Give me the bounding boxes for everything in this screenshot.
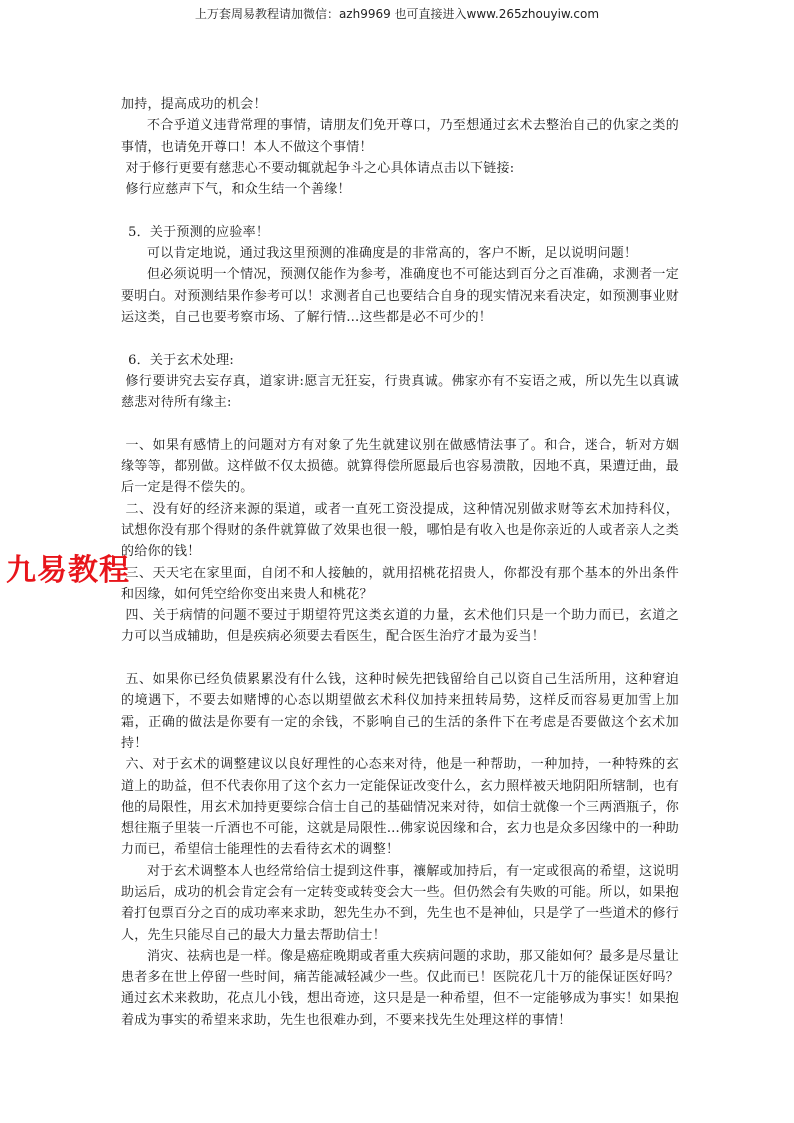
paragraph: 修行要讲究去妄存真，道家讲:愿言无狂妄，行贵真诚。佛家亦有不妄语之戒，所以先生以真诚慈悲对待所有缘主: bbox=[121, 373, 679, 411]
section-heading: 5．关于预测的应验率！ bbox=[128, 224, 270, 240]
paragraph: 消灾、祛病也是一样。像是癌症晚期或者重大疾病问题的求助，那又能如何？最多是尽量让患者多在世上停留一些时间，痛苦能减轻减少一些。仅此而已！医院花几十万的能保证医好吗？通过玄术来救助，花点儿小钱，想出奇迹，这只是是一种希望，但不一定能够成为事实！如果抱着成为事实的希望来求助，先生也很难办到，不要来找先生处理这样的事情！ bbox=[121, 948, 679, 1028]
section-heading: 6．关于玄术处理: bbox=[128, 352, 235, 368]
blank-line bbox=[121, 200, 679, 221]
blank-line bbox=[121, 413, 679, 434]
list-item: 五、如果你已经负债累累没有什么钱，这种时候先把钱留给自己以资自己生活所用，这种窘迫的境遇下，不要去如赌博的心态以期望做玄术科仪加持来扭转局势，这样反而容易更加雪上加霜，正确的做法是你要有一定的余钱，不影响自己的生活的条件下在考虑是否要做这个玄术加持！ bbox=[121, 672, 679, 751]
paragraph: 加持，提高成功的机会！ bbox=[121, 97, 267, 112]
paragraph: 修行应慈声下气，和众生结一个善缘！ bbox=[125, 182, 351, 198]
paragraph: 对于修行更要有慈悲心不要动辄就起争斗之心具体请点击以下链接: bbox=[125, 160, 515, 176]
paragraph: 对于玄术调整本人也经常给信士提到这件事，禳解或加持后，有一定或很高的希望，这说明助运后，成功的机会肯定会有一定转变或转变会大一些。但仍然会有失败的可能。所以，如果抱着打包票百分之百的成功率来求助，恕先生办不到，先生也不是神仙，只是学了一些道术的修行人，先生只能尽自己的最大力量去帮助信士！ bbox=[121, 863, 679, 943]
list-item: 六、对于玄术的调整建议以良好理性的心态来对待，他是一种帮助，一种加持，一种特殊的玄道上的助益，但不代表你用了这个玄力一定能保证改变什么，玄力照样被天地阴阳所辖制，也有他的局限性，用玄术加持更要综合信士自己的基础情况来对待，如信士就像一个三两酒瓶子，你想往瓶子里装一斤酒也不可能，这就是局限性…佛家说因缘和合，玄力也是众多因缘中的一种助力而已，希望信士能理性的去看待玄术的调整！ bbox=[121, 757, 679, 858]
paragraph: 可以肯定地说，通过我这里预测的准确度是的非常高的，客户不断，足以说明问题！ bbox=[147, 246, 638, 262]
blank-line bbox=[121, 648, 679, 669]
list-item: 四、关于病情的问题不要过于期望符咒这类玄道的力量，玄术他们只是一个助力而已，玄道之力可以当成辅助，但是疾病必须要去看医生，配合医生治疗才最为妥当！ bbox=[121, 608, 679, 645]
paragraph: 但必须说明一个情况，预测仅能作为参考，准确度也不可能达到百分之百准确，求测者一定要明白。对预测结果作参考可以！求测者自己也要结合自身的现实情况来看决定，如预测事业财运这类，自己也要考察市场、了解行情…这些都是必不可少的！ bbox=[121, 267, 679, 325]
blank-line bbox=[121, 328, 679, 349]
document-body bbox=[121, 94, 679, 1031]
list-item: 一、如果有感情上的问题对方有对象了先生就建议别在做感情法事了。和合，迷合，斩对方姻缘等等，都别做。这样做不仅太损德。就算得偿所愿最后也容易溃散，因地不真，果遭迂曲，最后一定是得不偿失的。 bbox=[121, 437, 679, 496]
page-header: 上万套周易教程请加微信：azh9969 也可直接进入www.265zhouyiw.com bbox=[194, 7, 600, 21]
list-item: 三、天天宅在家里面，自闭不和人接触的，就用招桃花招贵人，你都没有那个基本的外出条件和因缘，如何凭空给你变出来贵人和桃花？ bbox=[121, 565, 679, 602]
list-item: 二、没有好的经济来源的渠道，或者一直死工资没提成，这种情况别做求财等玄术加持科仪，试想你没有那个得财的条件就算做了效果也很一般，哪怕是有收入也是你亲近的人或者亲人之类的给你的钱！ bbox=[121, 501, 679, 560]
watermark-logo: 九易教程 bbox=[6, 553, 130, 588]
paragraph: 不合乎道义违背常理的事情，请朋友们免开尊口，乃至想通过玄术去整治自己的仇家之类的事情，也请免开尊口！本人不做这个事情！ bbox=[121, 118, 679, 155]
